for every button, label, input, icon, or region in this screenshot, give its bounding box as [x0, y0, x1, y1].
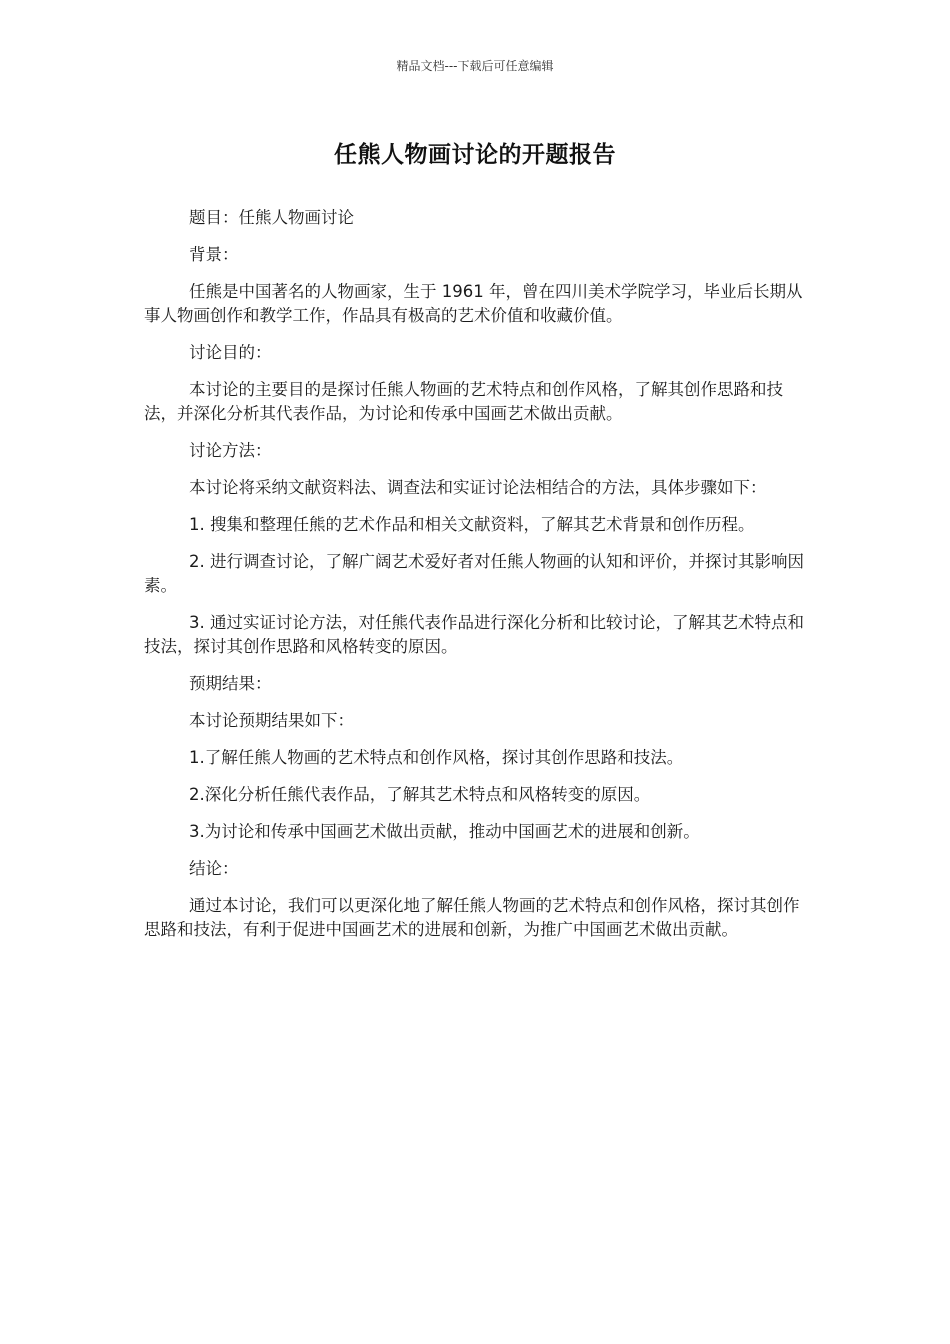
paragraph-purpose: 本讨论的主要目的是探讨任熊人物画的艺术特点和创作风格，了解其创作思路和技法，并深化分析其代表作品，为讨论和传承中国画艺术做出贡献。 [144, 380, 783, 423]
paragraph-method: 本讨论将采纳文献资料法、调查法和实证讨论法相结合的方法，具体步骤如下： [189, 478, 767, 497]
result-item-2: 2.深化分析任熊代表作品，了解其艺术特点和风格转变的原因。 [189, 785, 651, 804]
heading-purpose: 讨论目的： [189, 343, 272, 362]
method-step-3: 3. 通过实证讨论方法，对任熊代表作品进行深化分析和比较讨论，了解其艺术特点和技法，探讨其创作思路和风格转变的原因。 [144, 613, 804, 656]
result-item-1: 1.了解任熊人物画的艺术特点和创作风格，探讨其创作思路和技法。 [189, 748, 684, 767]
heading-expected-results: 预期结果： [189, 674, 272, 693]
paragraph-topic: 题目：任熊人物画讨论 [189, 208, 354, 227]
document-body [144, 206, 806, 955]
heading-background: 背景： [189, 245, 239, 264]
heading-conclusion: 结论： [189, 859, 239, 878]
method-step-2: 2. 进行调查讨论，了解广阔艺术爱好者对任熊人物画的认知和评价，并探讨其影响因素。 [144, 552, 804, 595]
page-header-note: 精品文档---下载后可任意编辑 [396, 59, 554, 73]
document-title: 任熊人物画讨论的开题报告 [334, 142, 616, 168]
method-step-1: 1. 搜集和整理任熊的艺术作品和相关文献资料，了解其艺术背景和创作历程。 [189, 515, 755, 534]
paragraph-conclusion: 通过本讨论，我们可以更深化地了解任熊人物画的艺术特点和创作风格，探讨其创作思路和技法，有利于促进中国画艺术的进展和创新，为推广中国画艺术做出贡献。 [144, 896, 800, 939]
paragraph-expected-results: 本讨论预期结果如下： [189, 711, 354, 730]
heading-method: 讨论方法： [189, 441, 272, 460]
paragraph-background: 任熊是中国著名的人物画家，生于 1961 年，曾在四川美术学院学习，毕业后长期从事人物画创作和教学工作，作品具有极高的艺术价值和收藏价值。 [144, 282, 803, 325]
result-item-3: 3.为讨论和传承中国画艺术做出贡献，推动中国画艺术的进展和创新。 [189, 822, 700, 841]
